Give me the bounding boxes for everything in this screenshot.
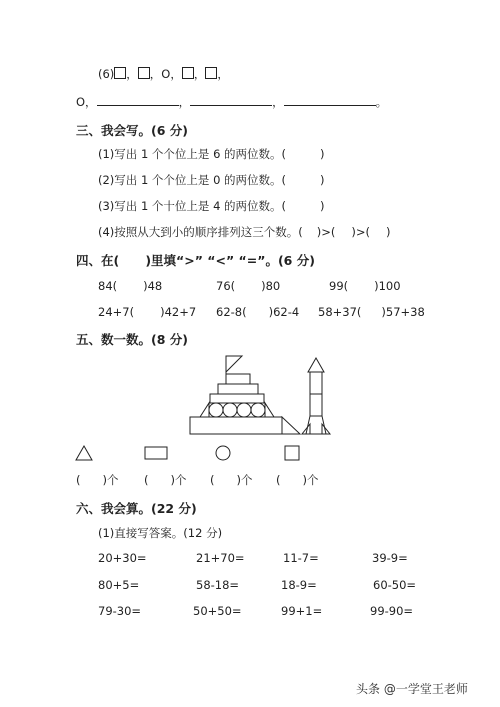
item-text: (1)写出 1 个个位上是 6 的两位数。(: [98, 147, 287, 161]
lower-rect: [210, 394, 264, 403]
item-text: (4)按照从大到小的顺序排列这三个数。(: [98, 225, 303, 239]
compare-right: )42+7: [160, 305, 197, 319]
calc-item: 20+30=: [98, 551, 147, 565]
section-3-item-3: [98, 198, 325, 214]
answer-blank[interactable]: [190, 94, 272, 106]
square-icon: [182, 67, 194, 79]
compare-sep: )>(: [316, 225, 336, 239]
item-text: (3)写出 1 个十位上是 4 的两位数。(: [98, 199, 287, 213]
calc-item: 60-50=: [373, 578, 417, 592]
rocket-body-rect: [310, 372, 322, 394]
compare-left: 62-8(: [216, 305, 247, 319]
middle-rect: [218, 384, 258, 394]
section-6-subtitle: (1)直接写答案。(12 分): [98, 526, 223, 540]
calc-item: 39-9=: [372, 551, 408, 565]
compare-item: [216, 305, 299, 319]
rocket-body-rect: [310, 394, 322, 416]
compare-left: 58+37(: [318, 305, 362, 319]
count-answer-circle: ( )个: [210, 473, 253, 487]
flag-triangle: [226, 356, 242, 372]
calc-item: 80+5=: [98, 578, 140, 592]
section-3-title: 三、我会写。(6 分): [76, 123, 188, 138]
compare-item: [329, 279, 401, 293]
count-answer-square: ( )个: [276, 473, 319, 487]
rectangle-icon: [144, 445, 168, 461]
section-3-item-4: [98, 224, 391, 240]
compare-right: )80: [261, 279, 281, 293]
end-mark: 。: [375, 95, 388, 109]
sep: ，: [272, 95, 284, 109]
item-text: (2)写出 1 个个位上是 0 的两位数。(: [98, 173, 287, 187]
calc-item: 99+1=: [281, 604, 323, 618]
calc-item: 18-9=: [281, 578, 317, 592]
wheel-circle: [237, 403, 251, 417]
sep: ，: [170, 67, 182, 81]
count-unit: 个: [107, 473, 119, 487]
rocket-nose-triangle: [308, 358, 324, 372]
answer-blank[interactable]: [97, 94, 179, 106]
q6-sequence-line: [98, 66, 229, 82]
left-wheel-triangle: [200, 403, 209, 417]
compare-item: [98, 279, 162, 293]
right-wheel-triangle: [265, 403, 274, 417]
section-3-item-2: [98, 172, 325, 188]
footer-watermark: 头条 @一学堂王老师: [356, 682, 468, 696]
sep: ，: [217, 67, 229, 81]
circle-letter: O: [161, 67, 171, 81]
calc-item: 11-7=: [283, 551, 319, 565]
shape-figure: [180, 352, 340, 440]
section-5-title: 五、数一数。(8 分): [76, 332, 188, 347]
count-answer-rectangle: ( )个: [144, 473, 187, 487]
circle-icon: [214, 444, 232, 462]
compare-right: )57+38: [381, 305, 425, 319]
section-4-title: 四、在( )里填“>” “<” “=”。(6 分): [76, 253, 315, 268]
count-answer-triangle: ( )个: [76, 473, 119, 487]
compare-left: 76(: [216, 279, 236, 293]
paren-close: ): [320, 199, 325, 213]
lead-text: O，: [76, 95, 97, 109]
q6-label: (6): [98, 67, 115, 81]
compare-item: [98, 305, 196, 319]
compare-right: )100: [374, 279, 401, 293]
compare-item: [216, 279, 280, 293]
compare-right: )62-4: [268, 305, 300, 319]
calc-item: 21+70=: [196, 551, 245, 565]
count-unit: 个: [175, 473, 187, 487]
count-unit: 个: [241, 473, 253, 487]
triangle-icon: [74, 444, 94, 462]
calc-item: 99-90=: [370, 604, 414, 618]
paren-close: ): [386, 225, 391, 239]
top-rect: [226, 374, 250, 384]
calc-item: 50+50=: [193, 604, 242, 618]
wheel-circle: [209, 403, 223, 417]
sep: ，: [178, 95, 191, 109]
square-icon: [138, 67, 150, 79]
compare-left: 84(: [98, 279, 118, 293]
sep: ，: [193, 67, 206, 81]
wheel-circle: [223, 403, 237, 417]
q6-answer-line: [76, 94, 387, 110]
compare-item: [318, 305, 425, 319]
wheel-circle: [251, 403, 265, 417]
compare-left: 24+7(: [98, 305, 135, 319]
base-rect: [190, 417, 282, 434]
section-3-item-1: [98, 146, 325, 162]
count-unit: 个: [307, 473, 319, 487]
compare-right: )48: [143, 279, 163, 293]
square-icon: [114, 67, 126, 79]
square-icon: [205, 67, 217, 79]
paren-close: ): [320, 173, 325, 187]
sep: ，: [126, 67, 138, 81]
section-6-title: 六、我会算。(22 分): [76, 501, 197, 516]
compare-sep: )>(: [351, 225, 370, 239]
base-triangle: [282, 417, 300, 434]
answer-blank[interactable]: [284, 94, 376, 106]
calc-item: 58-18=: [196, 578, 240, 592]
sep: ，: [149, 67, 162, 81]
compare-left: 99(: [329, 279, 349, 293]
calc-item: 79-30=: [98, 604, 142, 618]
square-icon: [284, 445, 300, 461]
paren-close: ): [320, 147, 325, 161]
